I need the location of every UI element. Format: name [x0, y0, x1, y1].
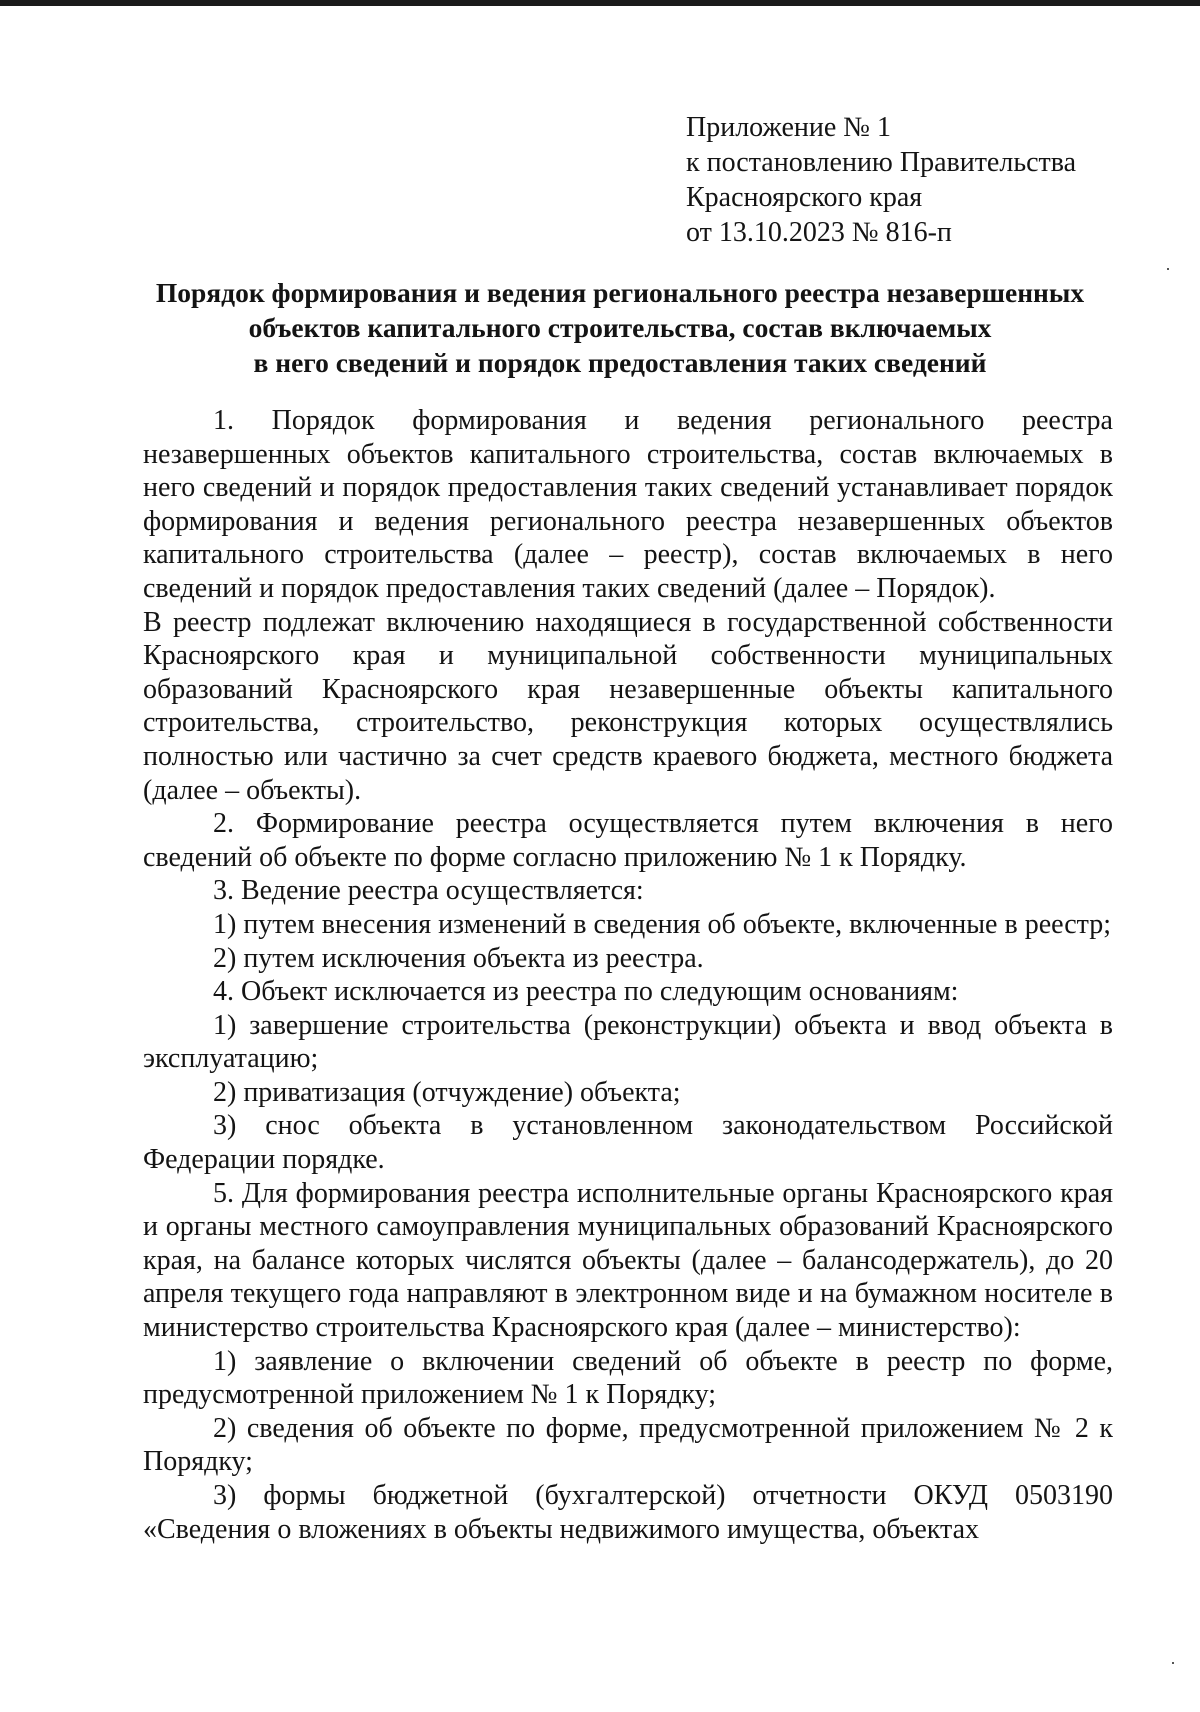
paragraph: В реестр подлежат включению находящиеся в государственной собственности Красноярского края и муниципальной собственности муниципальных образований Красноярского края незавершенные объекты капитального строительства, строительство, реконструкция которых осуществлялись полностью или частично за счет средств краевого бюджета, местного бюджета (далее – объекты). [143, 606, 1113, 806]
title-line: Порядок формирования и ведения регионального реестра незавершенных [155, 277, 1085, 308]
paragraph: 3) снос объекта в установленном законодательством Российской Федерации порядке. [143, 1110, 1113, 1176]
attachment-line: Приложение № 1 [686, 112, 891, 143]
paragraph: 1. Порядок формирования и ведения регионального реестра незавершенных объектов капитального строительства, состав включаемых в него сведений и порядок предоставления таких сведений устанавливает порядок формирования и ведения регионального реестра незавершенных объектов капитального строительства (далее – реестр), состав включаемых в него сведений и порядок предоставления таких сведений (далее – Порядок). [143, 405, 1113, 604]
paragraph: 3. Ведение реестра осуществляется: [213, 875, 644, 907]
paragraph: 3) формы бюджетной (бухгалтерской) отчетности ОКУД 0503190 «Сведения о вложениях в объекты недвижимого имущества, объектах [143, 1480, 1113, 1545]
attachment-line: Красноярского края [686, 182, 923, 213]
paragraph: 2. Формирование реестра осуществляется путем включения в него сведений об объекте по форме согласно приложению № 1 к Порядку. [143, 808, 1113, 873]
paragraph: 1) путем внесения изменений в сведения об объекте, включенные в реестр; [213, 908, 1112, 940]
title-line: объектов капитального строительства, состав включаемых [248, 312, 992, 343]
title-line: в него сведений и порядок предоставления таких сведений [253, 347, 987, 378]
scan-speck [1172, 1662, 1174, 1664]
paragraph: 4. Объект исключается из реестра по следующим основаниям: [213, 976, 959, 1008]
paragraph: 1) заявление о включении сведений об объекте в реестр по форме, предусмотренной приложением № 1 к Порядку; [143, 1345, 1113, 1411]
paragraph: 1) завершение строительства (реконструкции) объекта и ввод объекта в эксплуатацию; [143, 1009, 1113, 1075]
attachment-line: к постановлению Правительства [686, 147, 1077, 178]
paragraph: 2) путем исключения объекта из реестра. [213, 942, 704, 974]
attachment-header [686, 110, 1076, 250]
scan-top-border [0, 0, 1200, 6]
document-title [140, 275, 1100, 380]
attachment-line: от 13.10.2023 № 816-п [686, 217, 952, 248]
paragraph: 2) сведения об объекте по форме, предусмотренной приложением № 2 к Порядку; [143, 1412, 1113, 1478]
scan-speck [1167, 268, 1169, 270]
paragraph: 5. Для формирования реестра исполнительные органы Красноярского края и органы местного самоуправления муниципальных образований Красноярского края, на балансе которых числятся объекты (далее – балансодержатель), до 20 апреля текущего года направляют в электронном виде и на бумажном носителе в министерство строительства Красноярского края (далее – министерство): [143, 1177, 1113, 1344]
document-body [143, 404, 1113, 1546]
paragraph: 2) приватизация (отчуждение) объекта; [213, 1076, 681, 1108]
